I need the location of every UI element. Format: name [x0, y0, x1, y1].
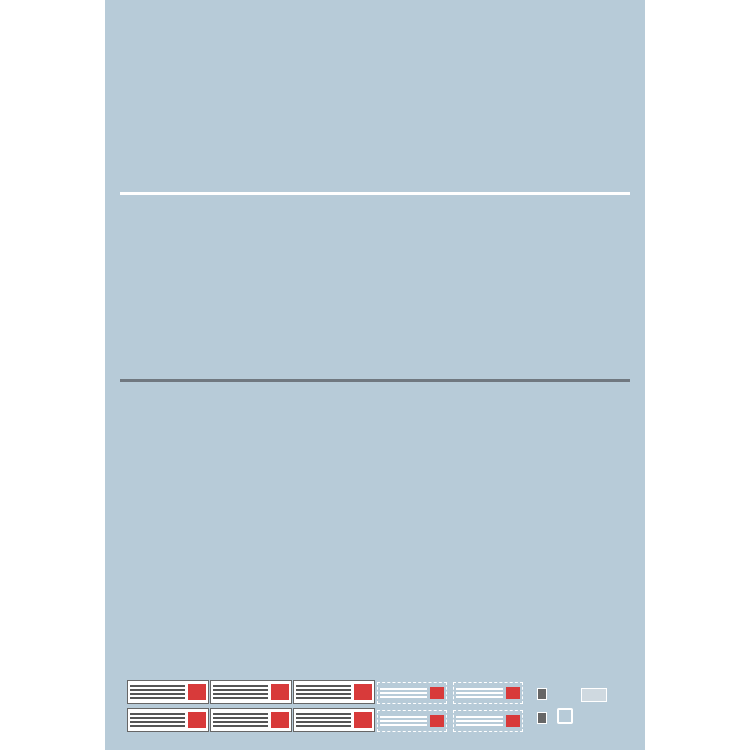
bottom-decal-block: [120, 388, 630, 650]
decal-sheet: [105, 0, 645, 750]
outline-panel: [453, 682, 523, 704]
hazard-strip-row: [125, 660, 625, 668]
white-divider: [120, 192, 630, 195]
g-logo-icon: [557, 708, 573, 724]
grey-box-icon: [537, 688, 547, 700]
top-decal-block: [120, 12, 630, 188]
info-panel: [127, 708, 209, 732]
info-panel: [210, 680, 292, 704]
middle-decal-block: [120, 200, 630, 372]
grey-box-icon: [537, 712, 547, 724]
outline-panel: [453, 710, 523, 732]
grey-divider: [120, 379, 630, 382]
info-panel: [293, 680, 375, 704]
info-panel: [210, 708, 292, 732]
placard-column: [585, 530, 625, 650]
info-panel: [293, 708, 375, 732]
info-panel: [127, 680, 209, 704]
outline-panel: [377, 710, 447, 732]
simp-logo: [591, 700, 619, 728]
outline-panel: [377, 682, 447, 704]
